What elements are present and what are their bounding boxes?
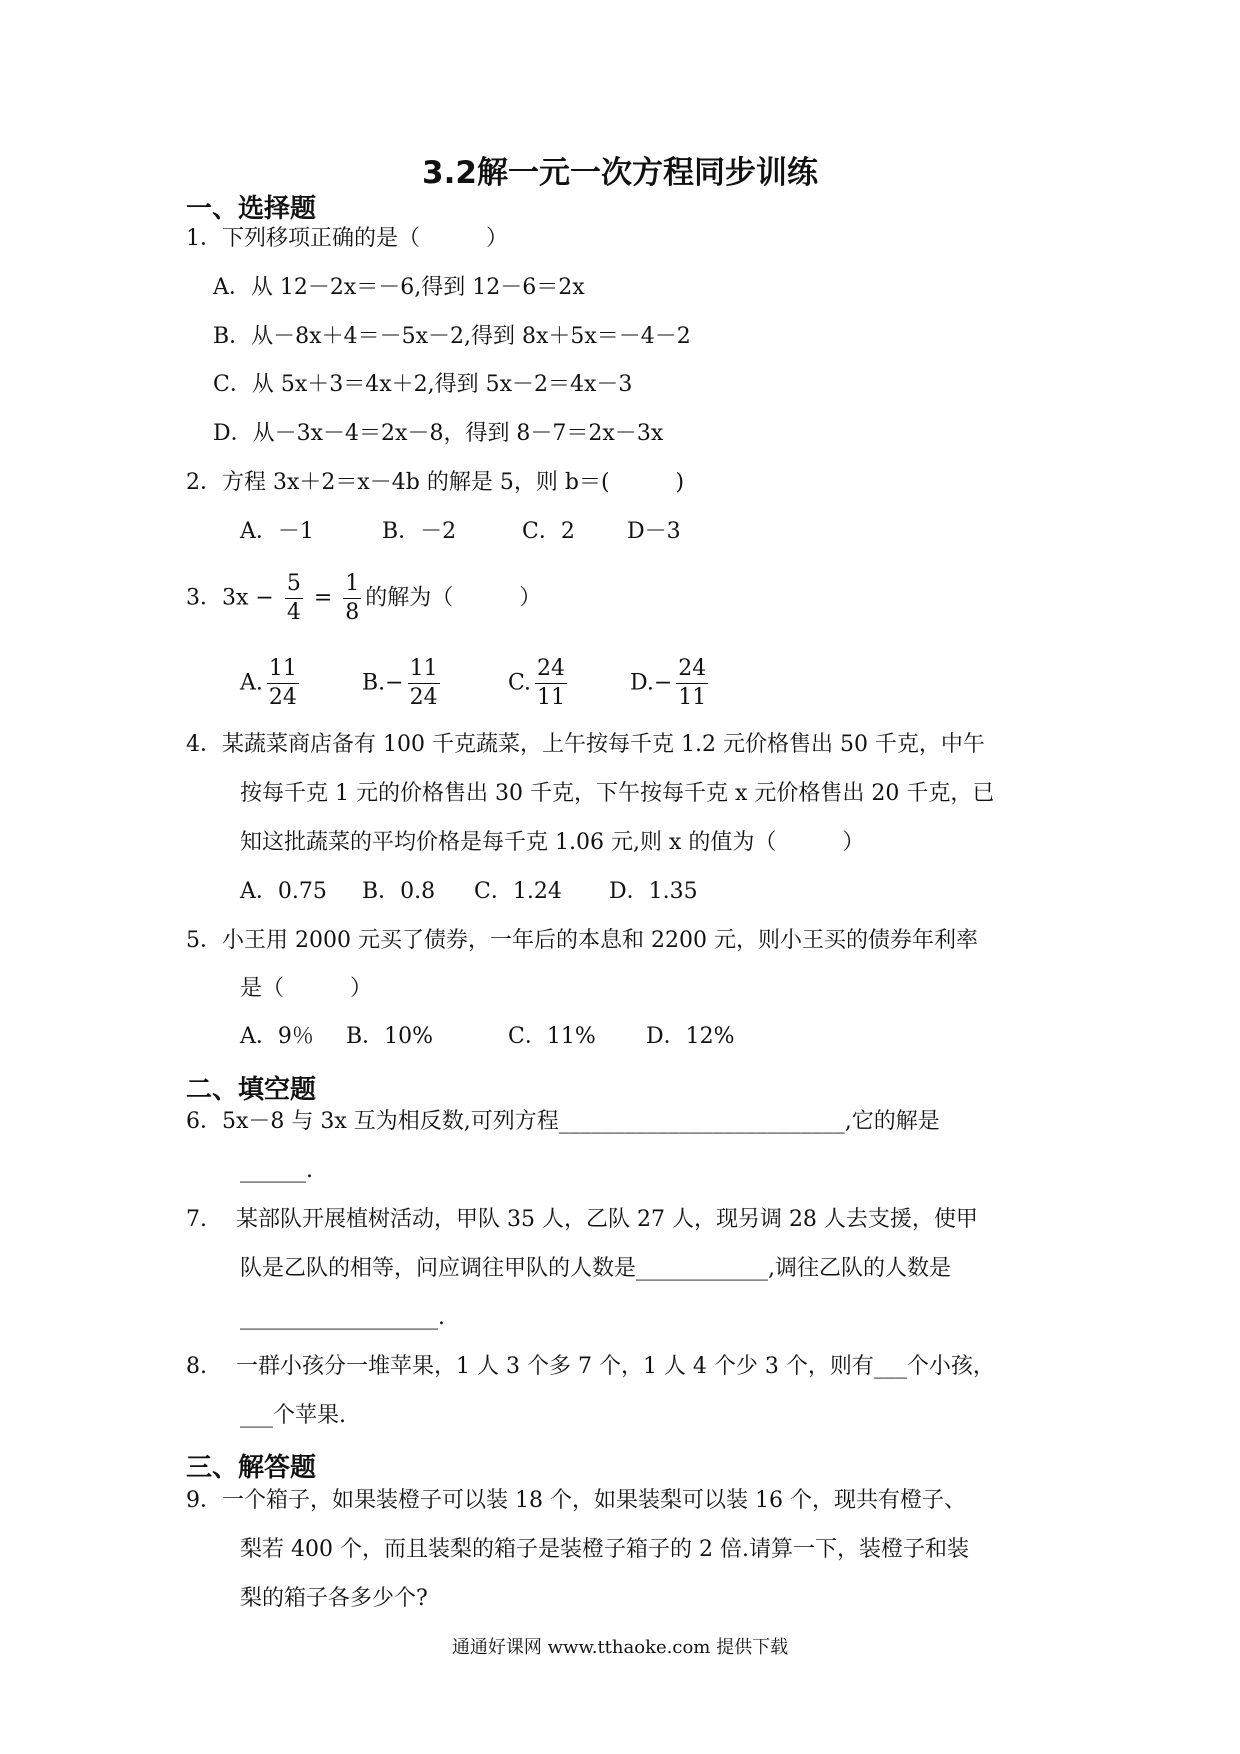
q4-option-c: C．1.24 (474, 879, 562, 904)
q3-option-b: B.− $\frac{11}{24}$ (362, 656, 438, 710)
q3-fraction-5-4: $\frac{5}{4}$ (286, 571, 301, 625)
q9-line-3: 梨的箱子各多少个? (240, 1586, 428, 1611)
q2-option-c: C．2 (522, 519, 575, 544)
q3-number: 3． (186, 585, 222, 611)
q3-stem (186, 570, 541, 627)
page-title: 3.2解一元一次方程同步训练 (422, 155, 818, 191)
q7-line-3: __________________. (240, 1305, 445, 1330)
q5-option-c: C．11% (508, 1024, 596, 1049)
q2-stem: 2．方程 3x＋2＝x－4b 的解是 5，则 b＝( ) (186, 470, 685, 495)
q4-option-a: A．0.75 (240, 879, 327, 904)
q4-option-d: D．1.35 (609, 879, 698, 904)
q3-option-d: D.− $\frac{24}{11}$ (630, 656, 707, 710)
q3-option-a: A. $\frac{11}{24}$ (240, 656, 297, 710)
q4-option-b: B．0.8 (362, 879, 436, 904)
q9-line-1: 9．一个箱子，如果装橙子可以装 18 个，如果装梨可以装 16 个，现共有橙子、 (186, 1488, 966, 1513)
q3-equals: = (313, 585, 333, 611)
section-heading-choice: 一、选择题 (186, 194, 317, 224)
q3-fraction-1-8: $\frac{1}{8}$ (345, 571, 360, 625)
q5-option-b: B．10% (346, 1024, 434, 1049)
q3-option-b-fraction: $\frac{11}{24}$ (409, 656, 438, 710)
q3-option-c: C. $\frac{24}{11}$ (508, 656, 566, 710)
q6-line-2: ______. (240, 1158, 313, 1183)
page-footer: 通通好课网 www.tthaoke.com 提供下载 (451, 1637, 789, 1658)
q6-line-1: 6．5x－8 与 3x 互为相反数,可列方程__________________________,它的解是 (186, 1109, 940, 1134)
q4-line-1: 4．某蔬菜商店备有 100 千克蔬菜，上午按每千克 1.2 元价格售出 50 千克，中午 (186, 732, 985, 757)
q1-option-a: A．从 12－2x＝－6,得到 12－6＝2x (213, 275, 585, 300)
q2-option-a: A．－1 (240, 519, 314, 544)
q1-stem: 1．下列移项正确的是（ ） (186, 226, 508, 251)
q8-line-1: 8. 一群小孩分一堆苹果，1 人 3 个多 7 个，1 人 4 个少 3 个，则有___个小孩， (186, 1354, 995, 1379)
q8-line-2: ___个苹果. (240, 1403, 346, 1428)
q5-option-d: D．12% (646, 1024, 735, 1049)
q1-option-b: B．从－8x＋4＝－5x－2,得到 8x＋5x＝－4－2 (213, 324, 691, 349)
q3-option-d-fraction: $\frac{24}{11}$ (678, 656, 707, 710)
section-heading-answer: 三、解答题 (186, 1453, 317, 1483)
q1-option-d: D．从－3x－4＝2x－8，得到 8－7＝2x－3x (213, 421, 664, 446)
q3-option-a-fraction: $\frac{11}{24}$ (268, 656, 297, 710)
q4-line-2: 按每千克 1 元的价格售出 30 千克，下午按每千克 x 元价格售出 20 千克，已 (240, 781, 995, 806)
q7-line-2: 队是乙队的相等，问应调往甲队的人数是____________,调往乙队的人数是 (240, 1256, 951, 1281)
q3-lhs: 3x (222, 585, 249, 611)
q9-line-2: 梨若 400 个，而且装梨的箱子是装橙子箱子的 2 倍.请算一下，装橙子和装 (240, 1537, 969, 1562)
q5-option-a: A．9％ (240, 1024, 314, 1049)
q7-line-1: 7. 某部队开展植树活动，甲队 35 人，乙队 27 人，现另调 28 人去支援，使甲 (186, 1207, 978, 1232)
q1-option-c: C．从 5x＋3＝4x＋2,得到 5x－2＝4x－3 (213, 372, 633, 397)
q5-line-1: 5．小王用 2000 元买了债券，一年后的本息和 2200 元，则小王买的债券年利率 (186, 928, 978, 953)
q2-option-d: D－3 (627, 519, 681, 544)
q3-option-c-fraction: $\frac{24}{11}$ (537, 656, 566, 710)
q2-option-b: B．－2 (382, 519, 457, 544)
section-heading-fill: 二、填空题 (186, 1075, 317, 1105)
q3-tail: 的解为（ ） (365, 585, 542, 611)
q4-line-3: 知这批蔬菜的平均价格是每千克 1.06 元,则 x 的值为（ ） (240, 830, 865, 855)
q5-line-2: 是（ ） (240, 976, 373, 1001)
q3-minus: − (255, 585, 274, 611)
